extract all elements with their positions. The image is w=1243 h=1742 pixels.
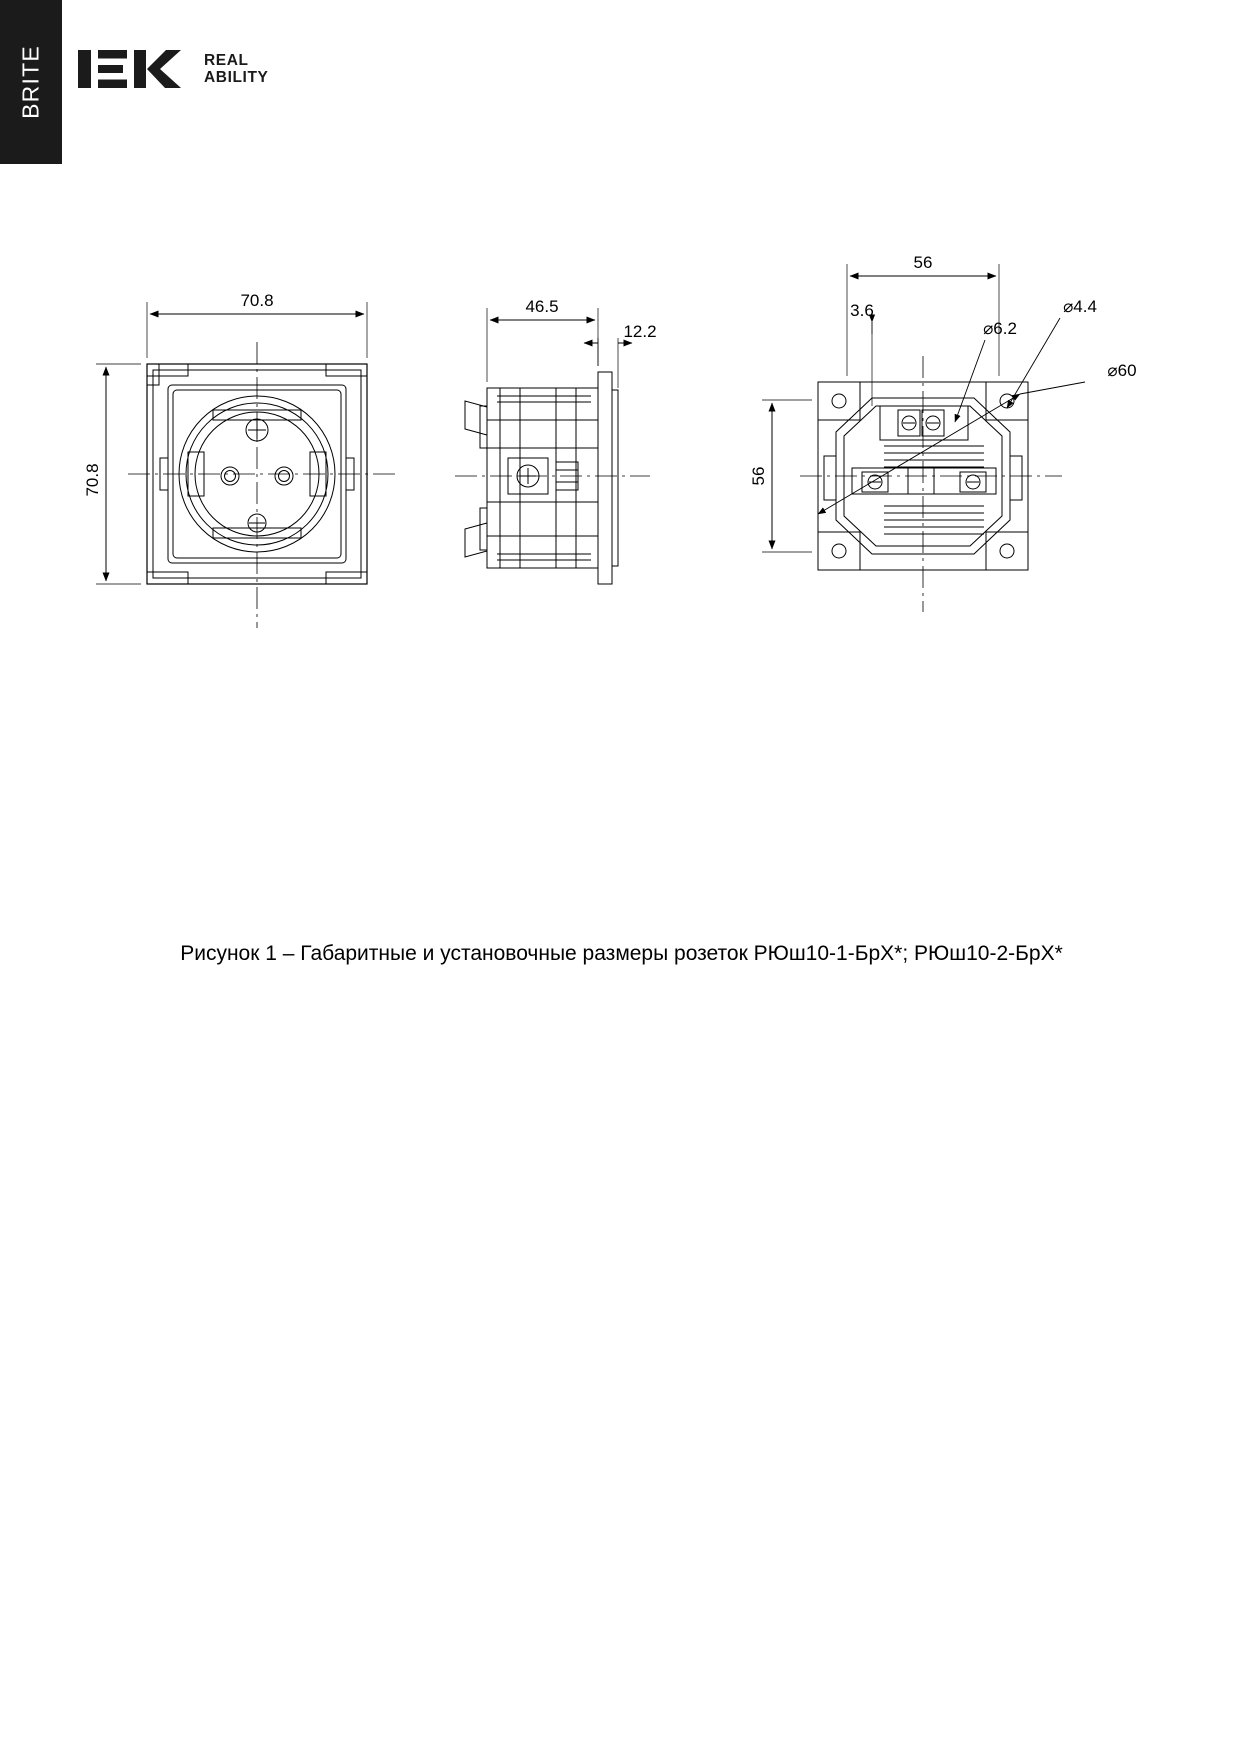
iek-logo-icon: [78, 44, 182, 94]
svg-text:3.6: 3.6: [850, 301, 874, 320]
svg-text:⌀6.2: ⌀6.2: [983, 319, 1017, 338]
svg-text:⌀60: ⌀60: [1107, 361, 1137, 380]
svg-text:46.5: 46.5: [525, 297, 559, 316]
page-header: [0, 0, 1243, 164]
dim-side-depth: [487, 297, 598, 382]
logo-tagline-line2: ABILITY: [204, 69, 269, 86]
technical-drawing: [0, 230, 1243, 650]
svg-text:⌀4.4: ⌀4.4: [1063, 297, 1097, 316]
dim-mech-claw-offset: [850, 301, 874, 406]
svg-text:70.8: 70.8: [83, 463, 102, 497]
drawing-canvas: [0, 230, 1243, 650]
dim-mech-body-d60: [818, 361, 1137, 514]
figure-caption: Рисунок 1 – Габаритные и установочные размеры розеток РЮш10-1-БрX*; РЮш10-2-БрX*: [180, 942, 1063, 965]
logo: [78, 44, 268, 94]
brand-tab-label: BRITE: [17, 45, 44, 119]
logo-tagline: [204, 52, 268, 87]
brand-tab: [0, 0, 62, 164]
dim-side-frame-thickness: [584, 322, 657, 388]
svg-text:12.2: 12.2: [623, 322, 657, 341]
svg-text:56: 56: [749, 466, 768, 486]
logo-tagline-line1: REAL: [204, 51, 249, 69]
svg-text:70.8: 70.8: [240, 291, 274, 310]
svg-text:56: 56: [913, 253, 933, 272]
side-view: [465, 372, 618, 584]
dim-mech-hole-d44: [1007, 297, 1097, 408]
